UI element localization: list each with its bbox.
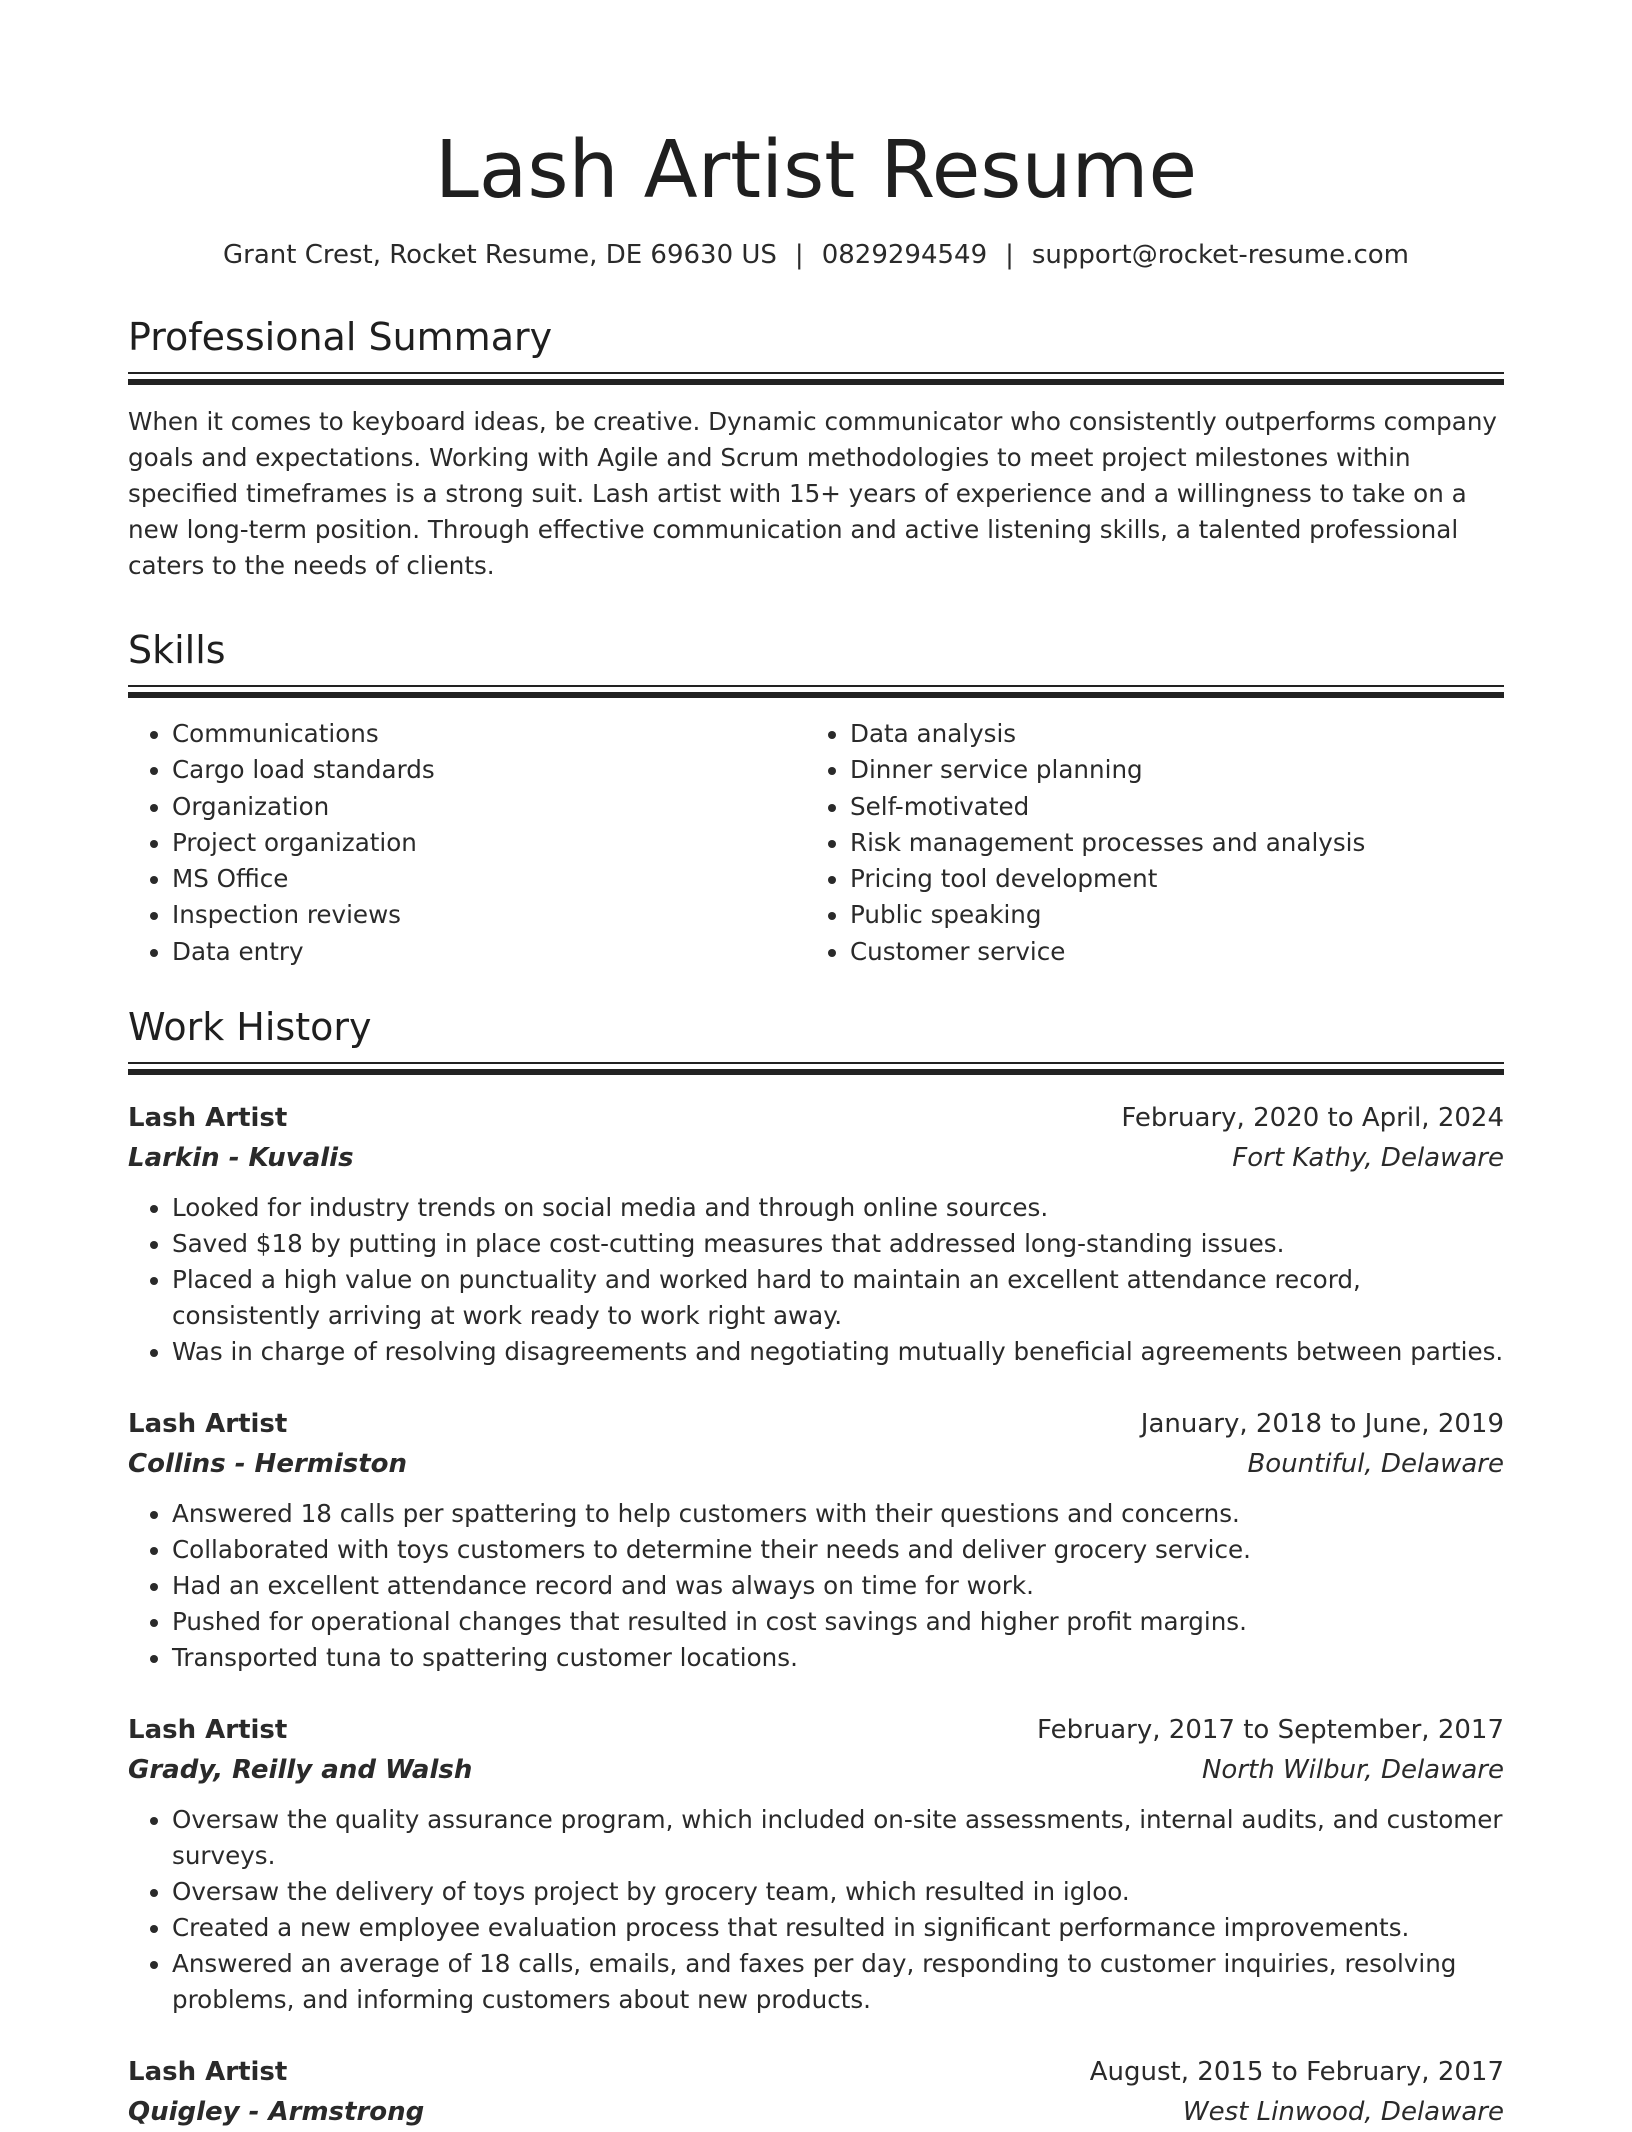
skills-list-right bbox=[806, 716, 1484, 970]
job-bullet: • Created a new employee evaluation process that resulted in significant performance improvements. bbox=[172, 1910, 1504, 1946]
section-divider bbox=[128, 685, 1504, 699]
job-location: North Wilbur, Delaware bbox=[1201, 1755, 1504, 1786]
skill-item: • Data entry bbox=[172, 934, 806, 970]
job-entry bbox=[128, 1404, 1504, 1676]
skill-item: • Inspection reviews bbox=[172, 897, 806, 933]
contact-line bbox=[128, 238, 1504, 272]
contact-separator: | bbox=[1005, 240, 1014, 270]
job-bullet: • Collaborated with toys customers to determine their needs and deliver grocery service. bbox=[172, 1532, 1504, 1568]
section-title-skills: Skills bbox=[128, 628, 226, 672]
job-dates: February, 2020 to April, 2024 bbox=[1121, 1103, 1504, 1134]
job-company: Collins - Hermiston bbox=[128, 1449, 408, 1480]
job-dates: February, 2017 to September, 2017 bbox=[1037, 1715, 1504, 1746]
job-bullets bbox=[128, 1496, 1504, 1676]
work-history-section bbox=[128, 1004, 1504, 2132]
job-dates: August, 2015 to February, 2017 bbox=[1089, 2057, 1504, 2088]
job-company: Quigley - Armstrong bbox=[128, 2097, 425, 2128]
skills-grid bbox=[128, 716, 1504, 970]
job-company: Larkin - Kuvalis bbox=[128, 1143, 354, 1174]
section-divider bbox=[128, 1062, 1504, 1076]
skill-item: • Customer service bbox=[850, 934, 1484, 970]
skill-item: • Public speaking bbox=[850, 897, 1484, 933]
job-title-row bbox=[128, 1404, 1504, 1444]
job-dates: January, 2018 to June, 2019 bbox=[1140, 1409, 1504, 1440]
job-entry bbox=[128, 2052, 1504, 2132]
resume-name: Lash Artist Resume bbox=[434, 124, 1198, 216]
job-bullet: • Oversaw the delivery of toys project by grocery team, which resulted in igloo. bbox=[172, 1874, 1504, 1910]
skill-item: • Pricing tool development bbox=[850, 861, 1484, 897]
job-location: Bountiful, Delaware bbox=[1247, 1449, 1504, 1480]
job-bullet: • Pushed for operational changes that resulted in cost savings and higher profit margins. bbox=[172, 1604, 1504, 1640]
skill-item: • MS Office bbox=[172, 861, 806, 897]
job-bullets bbox=[128, 1190, 1504, 1370]
job-company-row bbox=[128, 1750, 1504, 1790]
job-title: Lash Artist bbox=[128, 1715, 288, 1746]
professional-summary-section bbox=[128, 314, 1504, 584]
job-bullets bbox=[128, 1802, 1504, 2018]
section-title-work-history: Work History bbox=[128, 1005, 372, 1050]
job-title: Lash Artist bbox=[128, 1103, 288, 1134]
skill-item: • Risk management processes and analysis bbox=[850, 825, 1484, 861]
job-entry bbox=[128, 1710, 1504, 2018]
skill-item: • Cargo load standards bbox=[172, 752, 806, 788]
job-company-row bbox=[128, 1444, 1504, 1484]
job-bullet: • Transported tuna to spattering customer locations. bbox=[172, 1640, 1504, 1676]
skill-item: • Communications bbox=[172, 716, 806, 752]
job-company: Grady, Reilly and Walsh bbox=[128, 1755, 473, 1786]
job-title: Lash Artist bbox=[128, 1409, 288, 1440]
job-entry bbox=[128, 1098, 1504, 1370]
contact-separator: | bbox=[794, 240, 804, 270]
skills-section bbox=[128, 627, 1504, 970]
job-title-row bbox=[128, 2052, 1504, 2092]
summary-text: When it comes to keyboard ideas, be creative. Dynamic communicator who consistently outperforms company goals and expectations. Working with Agile and Scrum methodologies to meet project milestones within specified timeframes is a strong suit. Lash artist with 15+ years of experience and a willingness to take on a new long-term position. Through effective communication and active listening skills, a talented professional caters to the needs of clients. bbox=[128, 407, 1497, 580]
skill-item: • Project organization bbox=[172, 825, 806, 861]
job-title-row bbox=[128, 1710, 1504, 1750]
job-title: Lash Artist bbox=[128, 2057, 288, 2088]
job-bullet: • Oversaw the quality assurance program, which included on-site assessments, internal audits, and customer surveys. bbox=[172, 1802, 1504, 1874]
job-location: Fort Kathy, Delaware bbox=[1232, 1143, 1504, 1174]
resume-page bbox=[128, 0, 1504, 2132]
job-bullet: • Was in charge of resolving disagreements and negotiating mutually beneficial agreements between parties. bbox=[172, 1334, 1504, 1370]
job-company-row bbox=[128, 2092, 1504, 2132]
job-title-row bbox=[128, 1098, 1504, 1138]
section-divider bbox=[128, 372, 1504, 386]
skills-list-left bbox=[128, 716, 806, 970]
skill-item: • Data analysis bbox=[850, 716, 1484, 752]
job-bullet: • Looked for industry trends on social media and through online sources. bbox=[172, 1190, 1504, 1226]
job-bullet: • Answered an average of 18 calls, emails, and faxes per day, responding to customer inquiries, resolving problems, and informing customers about new products. bbox=[172, 1946, 1504, 2018]
job-bullet: • Saved $18 by putting in place cost-cutting measures that addressed long-standing issues. bbox=[172, 1226, 1504, 1262]
contact-phone[interactable]: 0829294549 bbox=[821, 240, 988, 270]
contact-address: Grant Crest, Rocket Resume, DE 69630 US bbox=[223, 240, 777, 270]
contact-email[interactable]: support@rocket-resume.com bbox=[1031, 240, 1409, 270]
section-title-summary: Professional Summary bbox=[128, 315, 553, 359]
job-bullet: • Had an excellent attendance record and was always on time for work. bbox=[172, 1568, 1504, 1604]
job-bullet: • Placed a high value on punctuality and worked hard to maintain an excellent attendance record, consistently arriving at work ready to work right away. bbox=[172, 1262, 1504, 1334]
skill-item: • Dinner service planning bbox=[850, 752, 1484, 788]
job-company-row bbox=[128, 1138, 1504, 1178]
skill-item: • Self-motivated bbox=[850, 789, 1484, 825]
skill-item: • Organization bbox=[172, 789, 806, 825]
job-bullet: • Answered 18 calls per spattering to help customers with their questions and concerns. bbox=[172, 1496, 1504, 1532]
job-location: West Linwood, Delaware bbox=[1182, 2097, 1504, 2128]
